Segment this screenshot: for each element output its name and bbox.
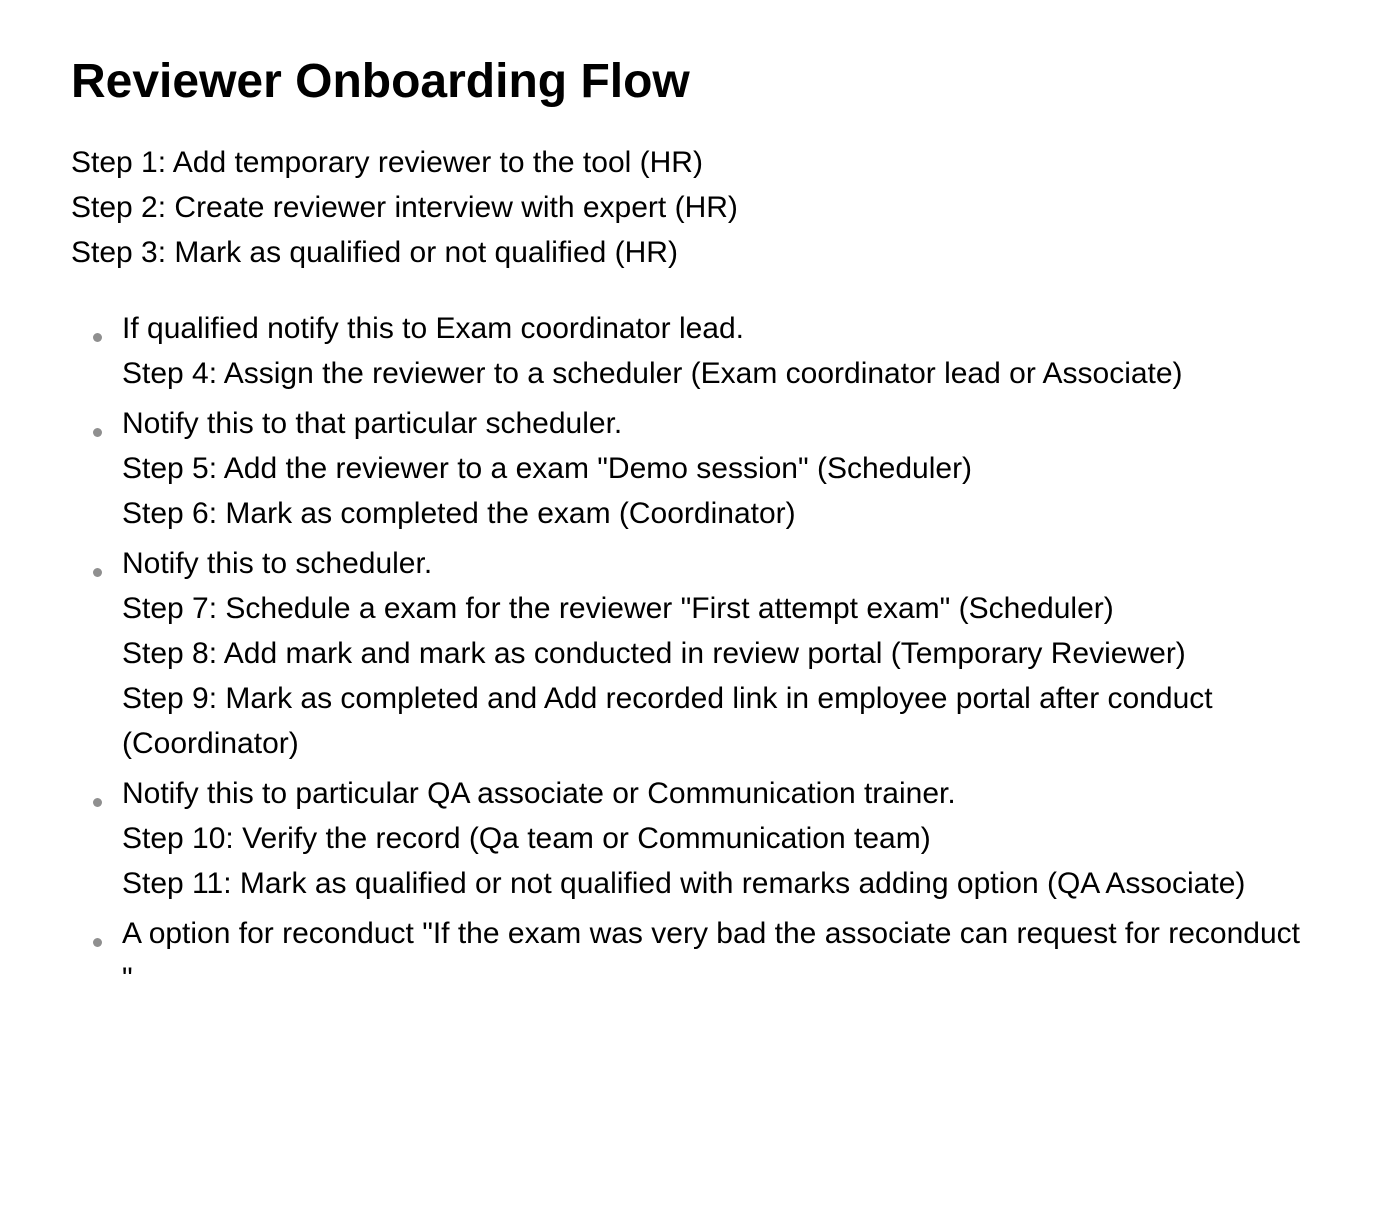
bullet-item-notify-qa-trainer	[122, 771, 1310, 906]
intro-step-line-3: Step 3: Mark as qualified or not qualified (HR)	[71, 236, 678, 270]
bullet-item-notify-scheduler-particular	[122, 401, 1310, 536]
bullet-line: Step 10: Verify the record (Qa team or Communication team)	[122, 822, 931, 856]
document-page	[0, 54, 1386, 1214]
bullet-line: Step 6: Mark as completed the exam (Coordinator)	[122, 497, 796, 531]
bullet-icon	[93, 568, 102, 577]
bullet-line: Step 4: Assign the reviewer to a scheduler (Exam coordinator lead or Associate)	[122, 357, 1183, 391]
onboarding-bullet-list	[71, 306, 1310, 1001]
bullet-item-qualified-notify	[122, 306, 1310, 396]
bullet-line: "	[122, 962, 133, 996]
bullet-item-reconduct-option	[122, 911, 1310, 1001]
intro-step-line-2: Step 2: Create reviewer interview with expert (HR)	[71, 191, 738, 225]
bullet-line: Notify this to that particular scheduler.	[122, 407, 623, 441]
bullet-line: Notify this to particular QA associate or Communication trainer.	[122, 777, 956, 811]
bullet-icon	[93, 938, 102, 947]
bullet-item-notify-scheduler	[122, 541, 1310, 766]
bullet-icon	[93, 333, 102, 342]
bullet-line: Step 5: Add the reviewer to a exam "Demo session" (Scheduler)	[122, 452, 973, 486]
bullet-line: A option for reconduct "If the exam was very bad the associate can request for reconduct	[122, 917, 1300, 951]
bullet-line: Step 8: Add mark and mark as conducted in review portal (Temporary Reviewer)	[122, 637, 1186, 671]
bullet-line: (Coordinator)	[122, 727, 299, 761]
bullet-icon	[93, 798, 102, 807]
bullet-line: Notify this to scheduler.	[122, 547, 433, 581]
bullet-line: Step 9: Mark as completed and Add recorded link in employee portal after conduct	[122, 682, 1213, 716]
bullet-line: If qualified notify this to Exam coordinator lead.	[122, 312, 745, 346]
intro-step-line-1: Step 1: Add temporary reviewer to the tool (HR)	[71, 146, 703, 180]
bullet-icon	[93, 428, 102, 437]
bullet-line: Step 7: Schedule a exam for the reviewer "First attempt exam" (Scheduler)	[122, 592, 1114, 626]
intro-steps	[71, 140, 1310, 275]
page-title: Reviewer Onboarding Flow	[71, 55, 690, 108]
bullet-line: Step 11: Mark as qualified or not qualified with remarks adding option (QA Associate)	[122, 867, 1246, 901]
